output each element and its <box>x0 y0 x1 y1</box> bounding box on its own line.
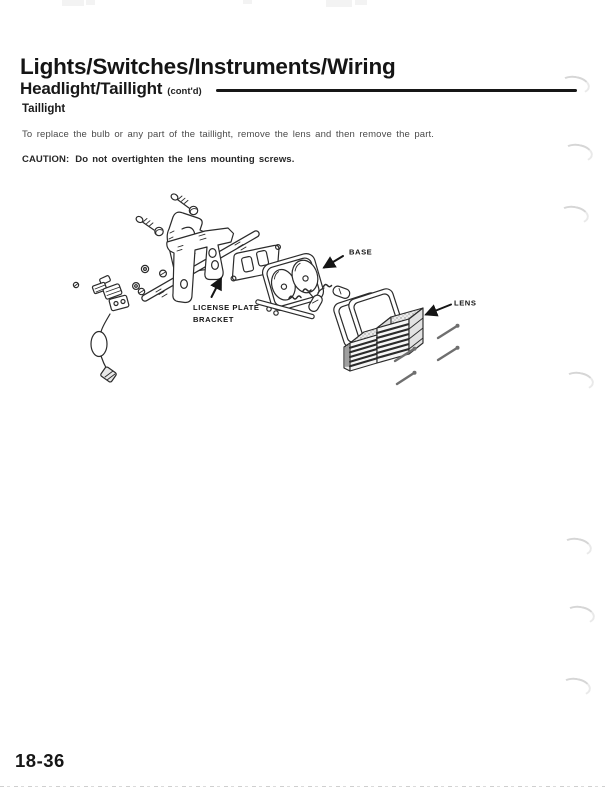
caution-text: Do not overtighten the lens mounting screws. <box>75 154 295 165</box>
subheading-row <box>20 79 202 99</box>
scan-artifact <box>355 0 367 5</box>
scan-artifact <box>62 0 84 6</box>
bracket-screw <box>135 215 154 230</box>
dome-nut <box>155 227 163 235</box>
license-plate-bracket-label-line2: BRACKET <box>193 315 234 324</box>
license-plate-bracket-label-line1: LICENSE PLATE <box>193 303 260 312</box>
license-plate-bracket-callout-arrow <box>212 279 222 298</box>
section-rule <box>216 89 577 92</box>
caution-label: CAUTION: <box>22 154 70 165</box>
lens-callout-arrow <box>426 305 451 315</box>
binding-mark <box>563 370 596 393</box>
scan-edge-line <box>0 786 605 787</box>
taillight-exploded-diagram <box>60 185 500 400</box>
bracket-screw <box>170 193 189 208</box>
page-number: 18-36 <box>15 750 65 771</box>
caution-line <box>22 154 294 165</box>
binding-mark <box>561 536 594 559</box>
binding-mark <box>558 204 591 227</box>
base-callout-arrow <box>324 256 343 268</box>
subheading: Headlight/Taillight <box>20 79 163 98</box>
binding-mark <box>564 604 597 627</box>
dome-nut <box>189 206 197 214</box>
binding-mark <box>559 74 592 97</box>
scan-artifact <box>326 0 352 7</box>
instruction-text: To replace the bulb or any part of the taillight, remove the lens and then remove the part. <box>22 129 435 140</box>
scan-artifact <box>86 0 95 5</box>
binding-mark <box>560 676 593 699</box>
binding-mark <box>562 142 595 165</box>
subheading-contd-note: (cont'd) <box>167 86 202 97</box>
taillight-wire-harness <box>73 275 129 383</box>
page-title: Lights/Switches/Instruments/Wiring <box>20 54 396 79</box>
scan-artifact <box>243 0 252 4</box>
base-label: BASE <box>349 247 373 257</box>
section-heading: Taillight <box>22 103 66 115</box>
lens-label: LENS <box>454 298 477 308</box>
